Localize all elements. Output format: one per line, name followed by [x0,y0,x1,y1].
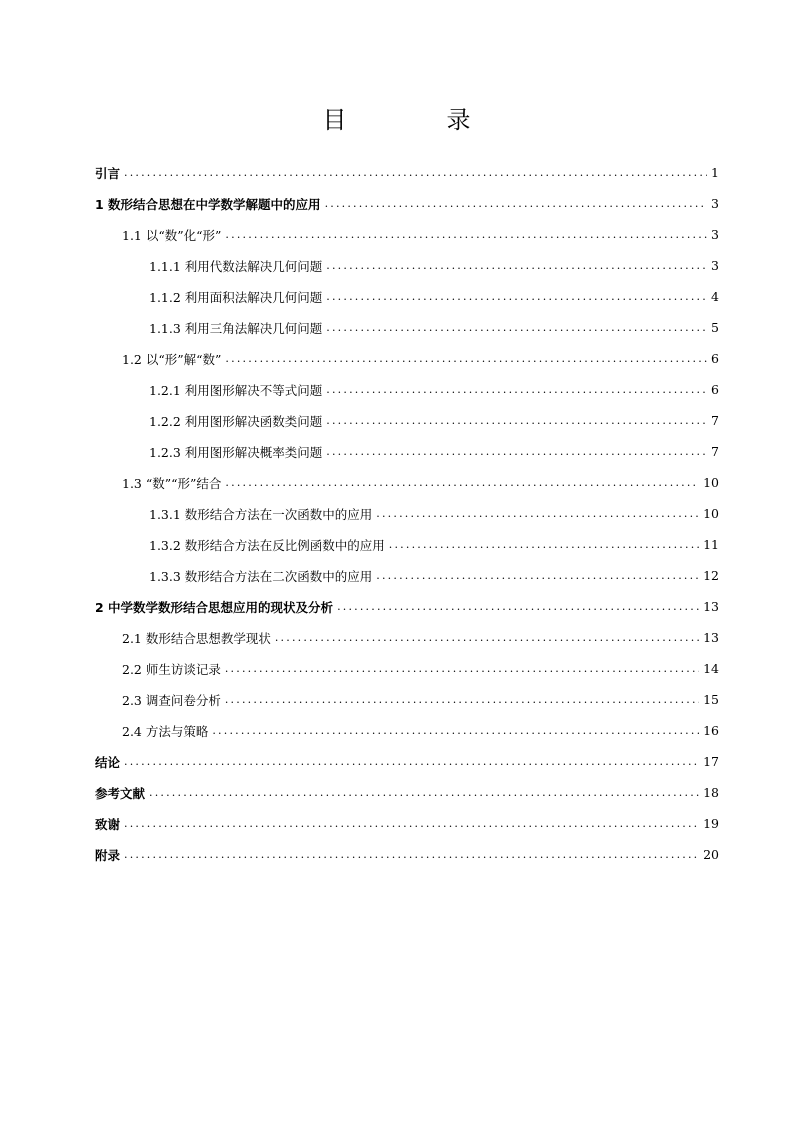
toc-entry-references[interactable] [95,777,719,808]
toc-label: 2.4 方法与策略 [122,723,209,739]
toc-dot-leader [225,228,707,242]
toc-label: 1.1.3 利用三角法解决几何问题 [149,320,323,336]
toc-page-number: 15 [703,692,719,707]
toc-entry-2-3[interactable] [122,684,719,715]
toc-entry-conclusion[interactable] [95,746,719,777]
toc-label: 1.3.1 数形结合方法在一次函数中的应用 [149,506,373,522]
toc-page-number: 18 [703,785,719,800]
toc-entry-1-2-3[interactable] [149,436,719,467]
toc-page-number: 3 [711,196,719,211]
toc-page-number: 16 [703,723,719,738]
toc-page-number: 10 [703,475,719,490]
toc-label: 2.1 数形结合思想教学现状 [122,630,271,646]
toc-dot-leader [225,693,699,707]
toc-entry-1-2-2[interactable] [149,405,719,436]
toc-label: 2 中学数学数形结合思想应用的现状及分析 [95,599,334,615]
toc-page-number: 3 [711,258,719,273]
toc-page-number: 7 [711,444,719,459]
toc-label: 致谢 [95,816,121,832]
toc-entry-1-3-3[interactable] [149,560,719,591]
toc-page-number: 7 [711,413,719,428]
toc-page-number: 20 [703,847,719,862]
toc-dot-leader [326,414,707,428]
toc-page-number: 5 [711,320,719,335]
toc-dot-leader [124,817,699,831]
toc-label: 1.1.2 利用面积法解决几何问题 [149,289,323,305]
toc-label: 1 数形结合思想在中学数学解题中的应用 [95,196,321,212]
toc-entry-1-3-1[interactable] [149,498,719,529]
toc-entry-2-4[interactable] [122,715,719,746]
toc-dot-leader [225,352,707,366]
toc-page-number: 10 [703,506,719,521]
toc-dot-leader [124,848,699,862]
toc-dot-leader [326,259,707,273]
toc-page-number: 6 [711,382,719,397]
toc-label: 1.2.1 利用图形解决不等式问题 [149,382,323,398]
toc-entry-2-1[interactable] [122,622,719,653]
toc-entry-1-3-2[interactable] [149,529,719,560]
toc-entry-1-1-2[interactable] [149,281,719,312]
toc-label: 结论 [95,754,121,770]
toc-dot-leader [337,600,699,614]
toc-dot-leader [124,166,707,180]
toc-label: 2.3 调查问卷分析 [122,692,221,708]
toc-entry-1-1-3[interactable] [149,312,719,343]
toc-dot-leader [149,786,699,800]
toc-entry-1-1-1[interactable] [149,250,719,281]
toc-dot-leader [389,538,699,552]
toc-dot-leader [124,755,699,769]
toc-dot-leader [326,290,707,304]
toc-page-number: 19 [703,816,719,831]
toc-entry-appendix[interactable] [95,839,719,870]
toc-dot-leader [225,662,699,676]
page-title: 目 录 [322,106,509,134]
toc-entry-1-2[interactable] [122,343,719,374]
toc-dot-leader [275,631,699,645]
toc-dot-leader [376,569,699,583]
toc-page-number: 12 [703,568,719,583]
toc-page-number: 14 [703,661,719,676]
toc-dot-leader [376,507,699,521]
toc-entry-introduction[interactable] [95,157,719,188]
toc-label: 引言 [95,165,121,181]
toc-entry-1-2-1[interactable] [149,374,719,405]
toc-page-number: 3 [711,227,719,242]
toc-label: 2.2 师生访谈记录 [122,661,221,677]
toc-page-number: 6 [711,351,719,366]
toc-label: 1.1 以“数”化“形” [122,227,222,243]
toc-dot-leader [326,321,707,335]
toc-entry-chapter-1[interactable] [95,188,719,219]
toc-page-number: 13 [703,630,719,645]
toc-label: 1.1.1 利用代数法解决几何问题 [149,258,323,274]
toc-dot-leader [326,383,707,397]
toc-entry-1-3[interactable] [122,467,719,498]
toc-label: 附录 [95,847,121,863]
toc-label: 1.2.2 利用图形解决函数类问题 [149,413,323,429]
toc-entry-2-2[interactable] [122,653,719,684]
toc-label: 1.3.3 数形结合方法在二次函数中的应用 [149,568,373,584]
toc-page-number: 11 [703,537,719,552]
toc-entry-1-1[interactable] [122,219,719,250]
toc-page-number: 4 [711,289,719,304]
toc-label: 1.3 “数”“形”结合 [122,475,222,491]
toc-label: 参考文献 [95,785,146,801]
toc-dot-leader [326,445,707,459]
toc-entry-acknowledgements[interactable] [95,808,719,839]
toc-page-number: 1 [711,165,719,180]
toc-page-number: 13 [703,599,719,614]
toc-dot-leader [325,197,707,211]
toc-label: 1.3.2 数形结合方法在反比例函数中的应用 [149,537,385,553]
toc-dot-leader [212,724,699,738]
toc-label: 1.2 以“形”解“数” [122,351,222,367]
toc-entry-chapter-2[interactable] [95,591,719,622]
toc-dot-leader [225,476,699,490]
toc-page-number: 17 [703,754,719,769]
toc-label: 1.2.3 利用图形解决概率类问题 [149,444,323,460]
